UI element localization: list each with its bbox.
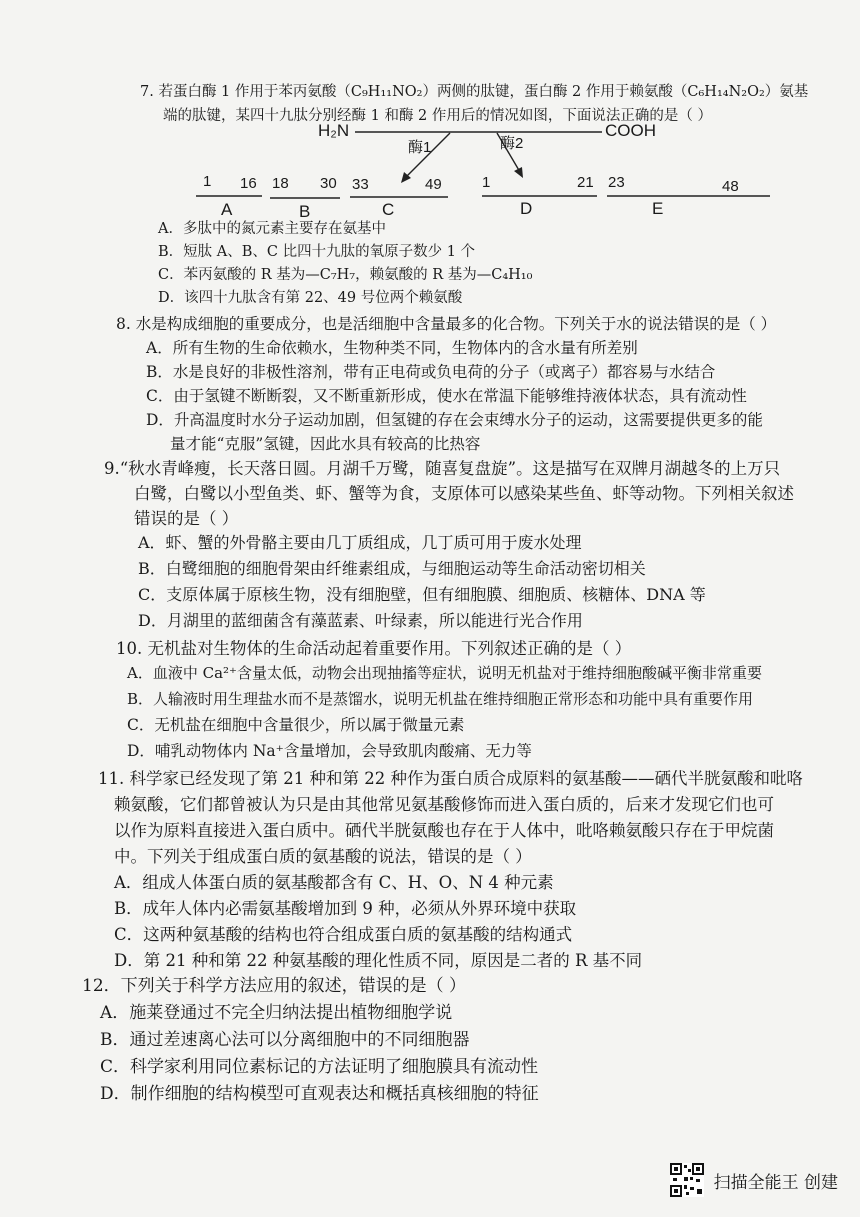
q9-line2: 白鹭，白鹭以小型鱼类、虾、蟹等为食，支原体可以感染某些鱼、虾等动物。下列相关叙述 [134,484,794,503]
q7-option-a: A．多肽中的氮元素主要存在氨基中 [158,221,386,237]
q9-option-c: C．支原体属于原核生物，没有细胞壁，但有细胞膜、细胞质、核糖体、DNA 等 [138,585,706,604]
q11-line3: 以作为原料直接进入蛋白质中。硒代半胱氨酸也存在于人体中，吡咯赖氨酸只存在于甲烷菌 [114,821,774,840]
q11-option-c: C．这两种氨基酸的结构也符合组成蛋白质的氨基酸的结构通式 [114,925,573,944]
enzyme2-label: 酶2 [500,135,524,152]
fragment-b-end: 30 [320,175,337,192]
fragment-c-start: 33 [352,176,369,193]
watermark-text: 扫描全能王 创建 [713,1172,838,1193]
q7-option-d: D．该四十九肽含有第 22、49 号位两个赖氨酸 [158,290,463,306]
q10-option-a: A．血液中 Ca²⁺含量太低，动物会出现抽搐等症状，说明无机盐对于维持细胞酸碱平衡非常重要 [127,664,762,682]
q8-option-c: C．由于氢键不断断裂，又不断重新形成，使水在常温下能够维持液体状态，具有流动性 [146,387,747,405]
q10-option-b: B．人输液时用生理盐水而不是蒸馏水，说明无机盐在维持细胞正常形态和功能中具有重要作用 [127,690,754,708]
q10-option-d: D．哺乳动物体内 Na⁺含量增加，会导致肌肉酸痛、无力等 [127,742,532,760]
peptide-left-end: H₂N [318,121,350,140]
q7-option-b: B．短肽 A、B、C 比四十九肽的氧原子数少 1 个 [158,244,476,260]
q7-line2: 端的肽键，某四十九肽分别经酶 1 和酶 2 作用后的情况如图，下面说法正确的是（ ） [163,108,712,124]
q11-option-b: B．成年人体内必需氨基酸增加到 9 种，必须从外界环境中获取 [114,899,577,918]
q11-line2: 赖氨酸，它们都曾被认为只是由其他常见氨基酸修饰而进入蛋白质的，后来才发现它们也可 [114,795,774,814]
q7-line1: 7. 若蛋白酶 1 作用于苯丙氨酸（C₉H₁₁NO₂）两侧的肽键，蛋白酶 2 作用于赖氨酸（C₆H₁₄N₂O₂）氨基 [140,84,809,100]
fragment-a-label: A [221,200,233,219]
fragment-e-end: 48 [722,178,739,195]
peptide-right-end: COOH [605,121,656,140]
q12-option-b: B．通过差速离心法可以分离细胞中的不同细胞器 [100,1030,470,1050]
q9-option-d: D．月湖里的蓝细菌含有藻蓝素、叶绿素，所以能进行光合作用 [138,611,583,630]
q11-option-d: D．第 21 种和第 22 种氨基酸的理化性质不同，原因是二者的 R 基不同 [114,951,643,970]
q7-option-c: C．苯丙氨酸的 R 基为—C₇H₇，赖氨酸的 R 基为—C₄H₁₀ [158,267,533,283]
q11-option-a: A．组成人体蛋白质的氨基酸都含有 C、H、O、N 4 种元素 [114,873,554,892]
scanner-watermark [670,1163,838,1197]
fragment-e-start: 23 [608,174,625,191]
fragment-d-label: D [520,199,533,218]
q11-line4: 中。下列关于组成蛋白质的氨基酸的说法，错误的是（ ） [114,847,532,866]
q10-option-c: C．无机盐在细胞中含量很少，所以属于微量元素 [127,716,465,734]
q8-line1: 8. 水是构成细胞的重要成分，也是活细胞中含量最多的化合物。下列关于水的说法错误的是（ ） [116,315,777,333]
fragment-e-label: E [652,199,664,218]
q8-option-b: B．水是良好的非极性溶剂，带有正电荷或负电荷的分子（或离子）都容易与水结合 [146,363,716,381]
q9-option-b: B．白鹭细胞的细胞骨架由纤维素组成，与细胞运动等生命活动密切相关 [138,559,646,578]
fragment-b-label: B [299,202,311,221]
q8-option-a: A．所有生物的生命依赖水，生物种类不同，生物体内的含水量有所差别 [146,339,638,357]
fragment-c-end: 49 [425,176,442,193]
fragment-b-start: 18 [272,175,289,192]
qr-code-icon [670,1163,704,1197]
q12-option-c: C．科学家利用同位素标记的方法证明了细胞膜具有流动性 [100,1057,539,1077]
peptide-diagram [0,0,860,230]
q11-line1: 11. 科学家已经发现了第 21 种和第 22 种作为蛋白质合成原料的氨基酸——硒代半胱氨酸和吡咯 [98,769,803,788]
q12-line1: 12．下列关于科学方法应用的叙述，错误的是（ ） [82,976,467,996]
fragment-c-label: C [382,200,395,219]
q12-option-a: A．施莱登通过不完全归纳法提出植物细胞学说 [100,1003,453,1023]
fragment-d-start: 1 [482,174,491,191]
q8-option-d-cont: 量才能“克服”氢键，因此水具有较高的比热容 [170,435,481,453]
q12-option-d: D．制作细胞的结构模型可直观表达和概括真核细胞的特征 [100,1084,539,1104]
enzyme1-label: 酶1 [408,139,432,156]
q9-line3: 错误的是（ ） [134,509,239,528]
fragment-a-end: 16 [240,175,257,192]
q9-line1: 9.“秋水青峰瘦，长天落日圆。月湖千万鹭，随喜复盘旋”。这是描写在双牌月湖越冬的上万只 [104,459,781,478]
q10-line1: 10. 无机盐对生物体的生命活动起着重要作用。下列叙述正确的是（ ） [116,639,632,658]
q8-option-d: D．升高温度时水分子运动加剧，但氢键的存在会束缚水分子的运动，这需要提供更多的能 [146,411,763,429]
fragment-a-start: 1 [203,173,212,190]
q9-option-a: A．虾、蟹的外骨骼主要由几丁质组成，几丁质可用于废水处理 [138,533,582,552]
fragment-d-end: 21 [577,174,594,191]
